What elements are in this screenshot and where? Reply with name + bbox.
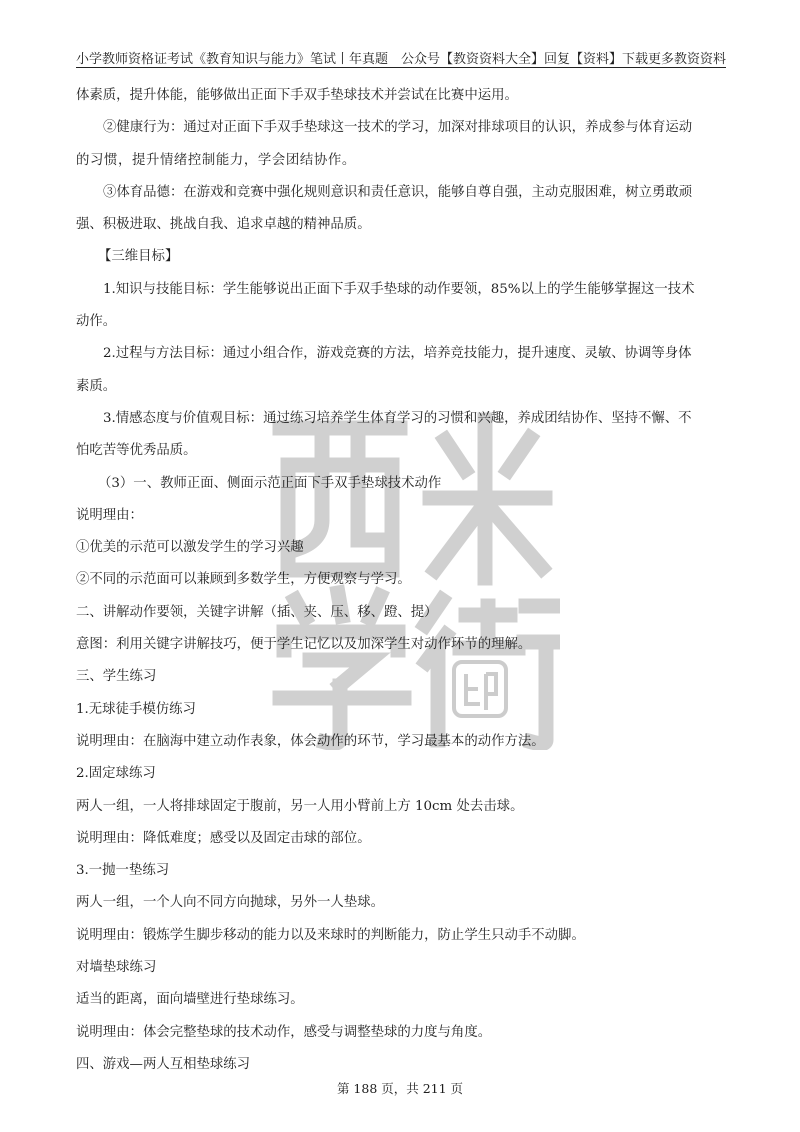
body-line: 的习惯，提升情绪控制能力，学会团结协作。 [76, 152, 356, 168]
page-number: 第 188 页，共 211 页 [336, 1081, 464, 1096]
body-line: 强、积极进取、挑战自我、追求卓越的精神品质。 [76, 217, 371, 233]
body-line: 3.情感态度与价值观目标：通过练习培养学生体育学习的习惯和兴趣，养成团结协作、坚持不懈、不 [103, 410, 692, 426]
body-line: 说明理由：体会完整垫球的技术动作，感受与调整垫球的力度与角度。 [76, 1024, 492, 1040]
body-line: 三、学生练习 [76, 669, 157, 685]
document-body [76, 80, 726, 1081]
header-promo-text: 公众号【教资资料大全】回复【资料】下载更多教资资料 [400, 52, 726, 67]
body-line: ②不同的示范面可以兼顾到多数学生，方便观察与学习。 [76, 572, 411, 588]
body-line: 说明理由：降低难度；感受以及固定击球的部位。 [76, 830, 371, 846]
section-heading: 【三维目标】 [98, 249, 179, 265]
body-line: 素质。 [76, 378, 117, 394]
body-line: 说明理由： [76, 507, 143, 523]
body-line: 说明理由：在脑海中建立动作表象，体会动作的环节，学习最基本的动作方法。 [76, 733, 545, 749]
body-line: ③体育品德：在游戏和竞赛中强化规则意识和责任意识，能够自尊自强，主动克服困难，树立勇敢顽 [103, 184, 693, 200]
body-line: 2.过程与方法目标：通过小组合作，游戏竞赛的方法，培养竞技能力，提升速度、灵敏、协调等身体 [103, 346, 692, 362]
page-footer [0, 1079, 800, 1097]
body-line: ②健康行为：通过对正面下手双手垫球这一技术的学习，加深对排球项目的认识，养成参与体育运动 [103, 120, 693, 136]
header-exam-title: 小学教师资格证考试《教育知识与能力》笔试丨年真题 [76, 52, 389, 67]
body-line: 两人一组，一人将排球固定于腹前，另一人用小臂前上方 10cm 处去击球。 [76, 798, 524, 814]
body-line: 1.无球徒手模仿练习 [76, 701, 196, 717]
body-line: 意图：利用关键字讲解技巧，便于学生记忆以及加深学生对动作环节的理解。 [76, 637, 532, 653]
body-line: 二、讲解动作要领，关键字讲解（插、夹、压、移、蹬、提） [76, 604, 438, 620]
body-line: 动作。 [76, 314, 117, 330]
body-line: 3.一抛一垫练习 [76, 863, 170, 879]
page-header [76, 46, 726, 66]
body-line: 2.固定球练习 [76, 766, 156, 782]
body-line: 四、游戏—两人互相垫球练习 [76, 1056, 251, 1072]
body-line: 对墙垫球练习 [76, 960, 157, 976]
header-divider [76, 67, 726, 68]
body-line: 1.知识与技能目标：学生能够说出正面下手双手垫球的动作要领，85%以上的学生能够掌握这一技术 [103, 281, 695, 297]
body-line: 怕吃苦等优秀品质。 [76, 443, 197, 459]
body-line: 两人一组，一个人向不同方向抛球，另外一人垫球。 [76, 895, 384, 911]
body-line: 体素质，提升体能，能够做出正面下手双手垫球技术并尝试在比赛中运用。 [76, 88, 518, 103]
body-line: 说明理由：锻炼学生脚步移动的能力以及来球时的判断能力，防止学生只动手不动脚。 [76, 927, 585, 943]
body-line: （3）一、教师正面、侧面示范正面下手双手垫球技术动作 [98, 475, 442, 491]
body-line: ①优美的示范可以激发学生的学习兴趣 [76, 540, 304, 556]
body-line: 适当的距离，面向墙壁进行垫球练习。 [76, 992, 304, 1008]
